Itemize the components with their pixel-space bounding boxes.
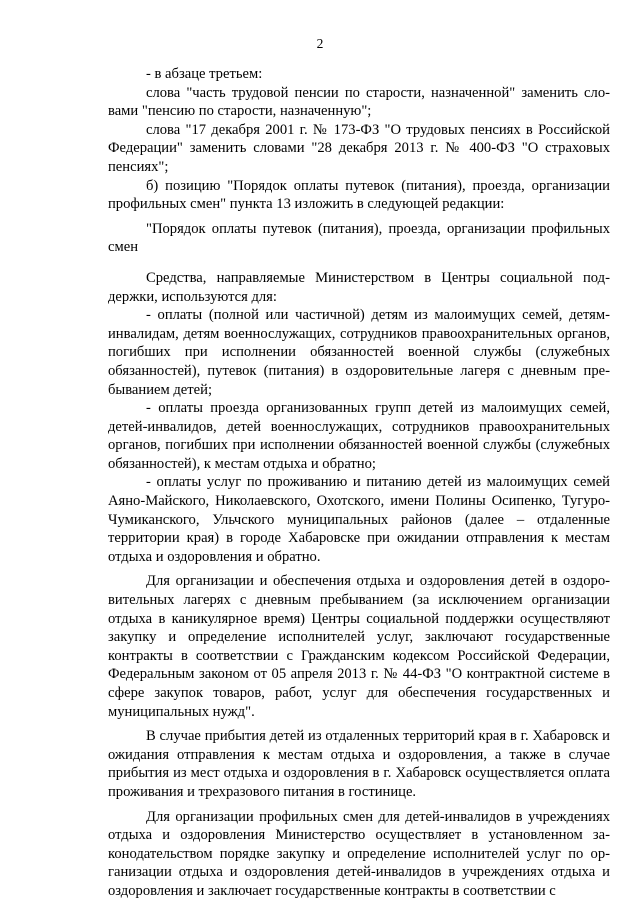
paragraph-day-camps: Для организации и обеспечения отдыха и оздоровления детей в оздоровительных лагерях с дневным пребыванием (за исключением организации отдыха в каникулярное время) Центры социальной поддержки осуществляют закупку и определение исполнителей услуг, заключают государственные контракты в соответствии с Гражданским кодексом Российской Федерации, Федеральным законом от 05 апреля 2013 г. № 44-ФЗ "О контрактной системе в сфере закупок товаров, работ, услуг для обеспечения государственных и муниципальных нужд". [108, 573, 610, 720]
quoted-heading: "Порядок оплаты путевок (питания), проезда, организации профильных смен [108, 220, 610, 256]
list-item-accommodation: - оплаты услуг по проживанию и питанию детей из малоимущих семей Аяно-Майского, Николаевского, Охотского, имени Полины Осипенко, Тугуро-Чумиканского, Ульчского муниципальных районов (далее – отдаленные территории края) в городе Хабаровске при ожидании отправления к местам отдыха и оздоровления и обратно. [108, 474, 610, 565]
page-number: 2 [316, 36, 324, 51]
paragraph-funds-usage: Средства, направляемые Министерством в Центры социальной поддержки, используются для: [108, 269, 610, 305]
paragraph-pension-wording: слова "часть трудовой пенсии по старости, назначенной" заменить словами "пенсию по старости, назначенную"; [108, 84, 610, 120]
paragraph-amendment-intro: - в абзаце третьем: [146, 66, 263, 82]
list-item-travel: - оплаты проезда организованных групп детей из малоимущих семей, детей-инвалидов, детей военнослужащих, сотрудников правоохранительных органов, погибших при исполнении обязанностей военной службы (служебных обязанностей), к местам отдыха и обратно; [108, 400, 610, 472]
document-body [108, 65, 610, 901]
paragraph-law-reference: слова "17 декабря 2001 г. № 173-ФЗ "О трудовых пенсиях в Российской Федерации" заменить словами "28 декабря 2013 г. № 400-ФЗ "О страховых пенсиях"; [108, 121, 610, 175]
list-item-vouchers: - оплаты (полной или частичной) детям из малоимущих семей, детям-инвалидам, детям военнослужащих, сотрудников правоохранительных органов, погибших при исполнении обязанностей военной службы (служебных обязанностей), путевок (питания) в оздоровительные лагеря с дневным пребыванием детей; [108, 307, 610, 398]
paragraph-arrival-khabarovsk: В случае прибытия детей из отдаленных территорий края в г. Хабаровск и ожидания отправления к местам отдыха и оздоровления, а также в случае прибытия из мест отдыха и оздоровления в г. Хабаровск осуществляется оплата проживания и трехразового питания в гостинице. [108, 728, 610, 800]
paragraph-profile-shifts: Для организации профильных смен для детей-инвалидов в учреждениях отдыха и оздоровления Министерство осуществляет в установленном законодательством порядке закупку и определение исполнителей услуг по организации отдыха и оздоровления детей-инвалидов в учреждениях отдыха и оздоровления и заключает государственные контракты в соответствии с [108, 808, 610, 899]
paragraph-position-b: б) позицию "Порядок оплаты путевок (питания), проезда, организации профильных смен" пункта 13 изложить в следующей редакции: [108, 177, 610, 213]
